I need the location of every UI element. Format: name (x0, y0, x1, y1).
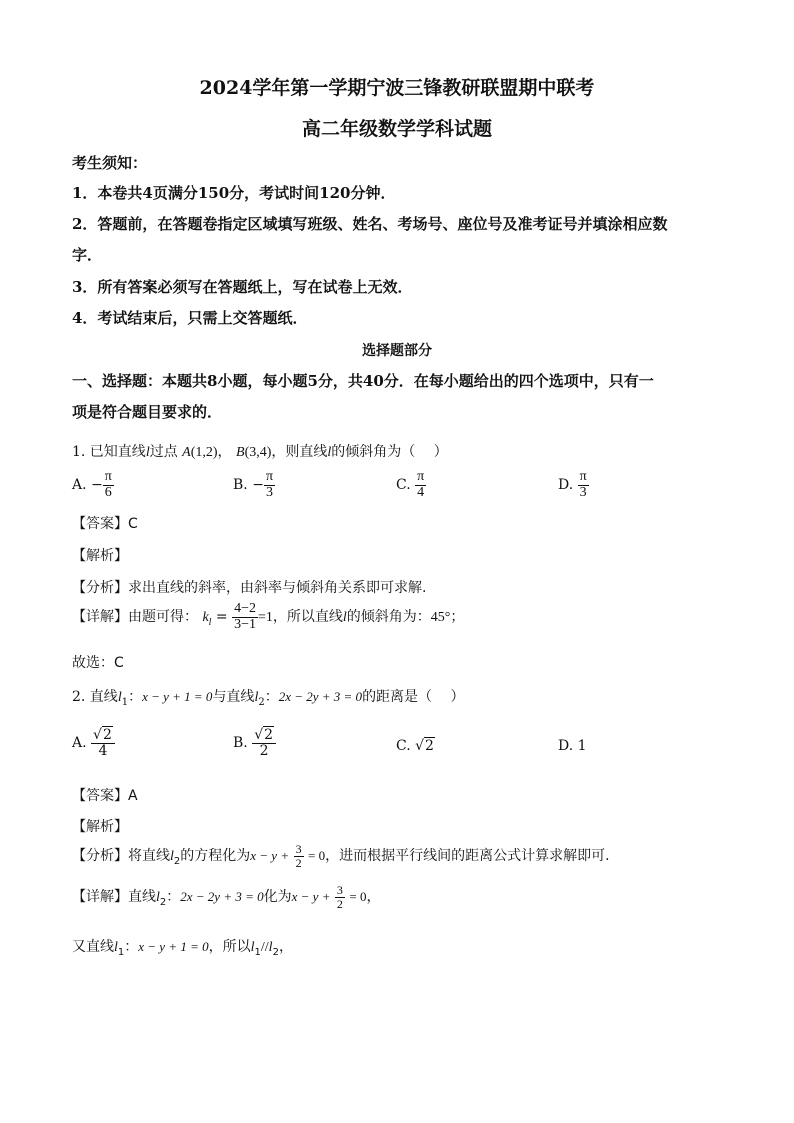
answer-tag: 【答案】 (72, 788, 128, 804)
also-mid: ，所以 (208, 939, 251, 955)
option-sign: − (91, 477, 103, 494)
answer-value: A (128, 788, 138, 804)
q2-answer (72, 785, 138, 805)
option-label: B. (233, 735, 248, 752)
q1-var-l-2: l (327, 445, 332, 460)
option-label: D. (558, 738, 574, 754)
line1-var: l (114, 940, 118, 955)
line1-var: l (117, 690, 122, 705)
page-subtitle: 高二年级数学学科试题 (301, 118, 492, 140)
fraction-denominator: 3 (578, 485, 589, 501)
q2-suffix: 的距离是（ ） (362, 689, 465, 705)
fraction-numerator: π (104, 469, 112, 484)
option-fraction (103, 470, 114, 500)
q1-analysis-tag: 【解析】 (72, 548, 128, 564)
detail-tag: 【详解】 (72, 889, 128, 906)
option-fraction (415, 470, 426, 500)
notice-item-1: 1．本卷共4页满分150分，考试时间120分钟． (72, 184, 396, 202)
q1-option-a (72, 470, 114, 500)
q2-also (72, 936, 293, 958)
line2-sub: 2 (272, 946, 279, 958)
fraction-numerator: 3 (336, 883, 343, 897)
fraction-denominator: 3 (264, 485, 275, 501)
fenxi-tag: 【分析】 (72, 580, 128, 596)
detail-to: 化为 (263, 889, 292, 906)
slope-value: =1 (258, 610, 273, 626)
colon: ： (124, 939, 139, 955)
expr-eq: = 0 (308, 848, 326, 864)
option-fraction (578, 470, 589, 500)
option-label: C. (396, 477, 411, 494)
line2-var: l (170, 849, 174, 865)
also-pre: 又直线 (72, 939, 114, 955)
fraction-denominator: 4 (91, 743, 115, 759)
sqrt-symbol: √2 (415, 738, 434, 754)
option-fraction (91, 728, 115, 758)
fraction-numerator: 3 (295, 842, 302, 856)
q1-option-c (396, 470, 426, 500)
line2-sub: 2 (258, 696, 265, 708)
q1-stem (72, 441, 448, 461)
q1-coord-a: (1,2) (190, 445, 218, 460)
page-title: 2024学年第一学期宁波三锋教研联盟期中联考 (199, 77, 595, 99)
detail-var-l: l (342, 610, 347, 626)
notice-heading: 考生须知： (72, 154, 148, 172)
answer-tag: 【答案】 (72, 516, 128, 532)
fraction-denominator: 4 (415, 485, 426, 501)
line2-sub: 2 (173, 855, 181, 867)
q1-comma: ， (217, 444, 232, 460)
slope-fraction (232, 602, 258, 632)
section-instruction-1: 一、选择题：本题共8小题，每小题5分，共40分．在每小题给出的四个选项中，只有一 (72, 372, 654, 390)
radicand: 2 (425, 738, 434, 754)
q1-pass: 过点 (149, 444, 178, 460)
q2-option-b (233, 728, 276, 758)
line2-equation: 2x − 2y + 3 = 0 (180, 889, 264, 905)
line1-sub: 1 (121, 696, 129, 708)
slope-var: k (202, 610, 209, 626)
q1-point-b: B (236, 445, 245, 460)
fraction-denominator: 2 (295, 855, 302, 870)
line1-sub: 1 (117, 946, 125, 958)
q2-option-a (72, 728, 115, 758)
section-title: 选择题部分 (362, 343, 432, 359)
q1-answer (72, 513, 138, 533)
fenxi-mid: 的方程化为 (180, 848, 251, 865)
expr-eq: = 0 (349, 889, 367, 905)
q1-suffix: 的倾斜角为（ ） (331, 444, 448, 460)
q1-detail (72, 602, 464, 632)
q2-option-d (558, 738, 587, 754)
line2-var: l (254, 690, 259, 705)
radicand: 2 (264, 727, 274, 743)
line2-sub: 2 (159, 896, 167, 908)
fenxi-text: 求出直线的斜率，由斜率与倾斜角关系即可求解. (128, 580, 427, 596)
colon: ： (128, 689, 143, 705)
line1-equation: x − y + 1 = 0 (138, 939, 209, 954)
option-sign: − (252, 477, 264, 494)
q1-choose: 故选：C (72, 655, 124, 671)
fraction-denominator: 2 (252, 743, 276, 759)
q1-coord-b: (3,4) (244, 445, 272, 460)
fenxi-post: ，进而根据平行线间的距离公式计算求解即可. (325, 848, 610, 865)
q2-stem (72, 686, 465, 708)
q2-analysis-tag: 【解析】 (72, 819, 128, 835)
detail-post: ， (366, 889, 381, 906)
expr: x − y + (250, 848, 290, 864)
notice-item-3: 3．所有答案必须写在答题纸上，写在试卷上无效． (72, 278, 413, 296)
option-value: 1 (577, 738, 587, 754)
fraction-numerator: π (265, 469, 274, 484)
colon: ： (166, 889, 181, 906)
radicand: 2 (102, 727, 112, 743)
sqrt-symbol: √2 (93, 727, 112, 743)
q2-and: 与直线 (212, 689, 255, 705)
detail-pre: 由题可得： (128, 609, 198, 626)
colon: ： (264, 689, 279, 705)
line2-var: l (156, 890, 160, 906)
fenxi-tag: 【分析】 (72, 848, 128, 865)
expr-fraction (294, 843, 304, 869)
detail-mid: ，所以直线 (272, 609, 343, 626)
fraction-denominator: 6 (103, 485, 114, 501)
q1-point-a: A (182, 445, 191, 460)
slope-sub: l (208, 616, 212, 628)
detail-tag: 【详解】 (72, 609, 128, 626)
q2-detail (72, 884, 380, 910)
q2-fenxi (72, 843, 610, 869)
option-label: B. (233, 477, 248, 494)
detail-post: 的倾斜角为： (346, 609, 431, 626)
sqrt-symbol: √2 (254, 727, 274, 743)
angle-value: 45° (430, 610, 451, 626)
notice-item-2: 2．答题前，在答题卷指定区域填写班级、姓名、考场号、座位号及准考证号并填涂相应数 (72, 215, 668, 233)
line2-equation: 2x − 2y + 3 = 0 (278, 689, 363, 704)
q1-fenxi (72, 577, 426, 597)
q1-option-d (558, 470, 589, 500)
fraction-numerator: 4−2 (234, 601, 256, 616)
notice-item-4: 4．考试结束后，只需上交答题纸． (72, 309, 308, 327)
fraction-denominator: 2 (336, 896, 343, 911)
option-label: A. (72, 735, 87, 752)
notice-item-2-cont: 字． (72, 246, 103, 264)
line1-equation: x − y + 1 = 0 (142, 689, 213, 704)
fenxi-pre: 将直线 (128, 848, 170, 865)
option-label: D. (558, 477, 574, 494)
q1-then: ，则直线 (271, 444, 328, 460)
q1-var-l: l (145, 445, 150, 460)
option-label: A. (72, 477, 87, 494)
q2-prefix: 2. 直线 (72, 689, 118, 705)
q2-option-c (396, 738, 435, 754)
option-fraction (264, 470, 275, 500)
line1-var: l (250, 940, 255, 955)
expr-fraction (335, 884, 345, 910)
q1-prefix: 1. 已知直线 (72, 444, 146, 460)
also-post: ， (278, 939, 293, 955)
section-instruction-2: 项是符合题目要求的． (72, 403, 223, 421)
line2-var: l (268, 940, 273, 955)
equals: = (215, 609, 228, 626)
parallel-symbol: // (260, 940, 269, 955)
option-label: C. (396, 738, 411, 754)
option-fraction (252, 728, 276, 758)
line1-sub: 1 (254, 946, 261, 958)
expr: x − y + (291, 889, 331, 905)
detail-pre: 直线 (128, 889, 156, 906)
semicolon: ； (450, 609, 465, 626)
fraction-denominator: 3−1 (234, 616, 256, 632)
q1-option-b (233, 470, 275, 500)
fraction-numerator: π (579, 469, 587, 484)
fraction-numerator: π (417, 469, 425, 484)
answer-value: C (128, 516, 138, 532)
